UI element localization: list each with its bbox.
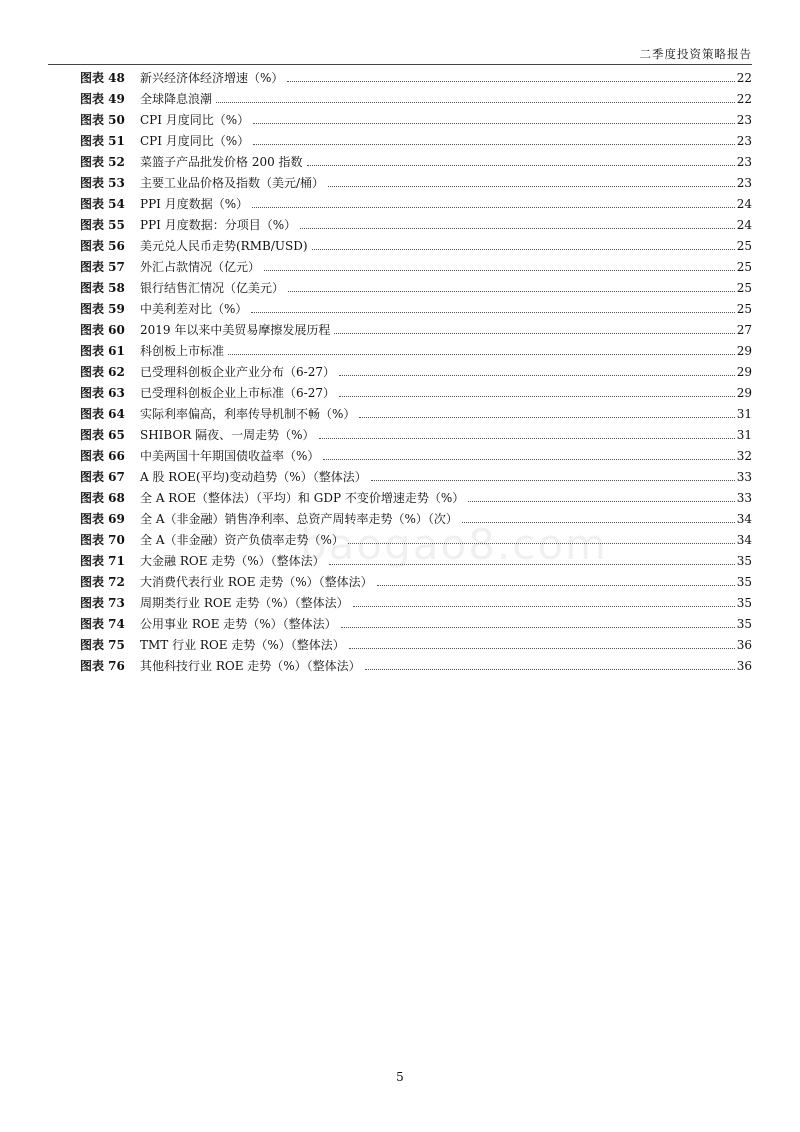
toc-entry-title: 实际利率偏高，利率传导机制不畅（%） (140, 407, 356, 421)
toc-entry[interactable] (80, 256, 752, 277)
toc-entry[interactable] (80, 277, 752, 298)
toc-entry-title: 已受理科创板企业上市标准（6-27） (140, 386, 335, 400)
toc-entry[interactable] (80, 571, 752, 592)
page-number: 5 (396, 1070, 404, 1084)
toc-entry-label: 图表 73 (80, 596, 125, 610)
toc-entry-title: 大金融 ROE 走势（%）（整体法） (140, 554, 325, 568)
toc-entry-title: CPI 月度同比（%） (140, 113, 250, 127)
toc-leader-dots (353, 592, 735, 607)
toc-entry-page: 24 (736, 197, 752, 211)
toc-entry-page: 23 (736, 134, 752, 148)
toc-entry-page: 36 (736, 659, 752, 673)
toc-entry-label: 图表 74 (80, 617, 125, 631)
toc-entry-page: 35 (736, 596, 752, 610)
toc-entry-page: 27 (736, 323, 752, 337)
toc-entry-title: TMT 行业 ROE 走势（%）（整体法） (140, 638, 345, 652)
toc-entry-page: 29 (736, 386, 752, 400)
toc-entry[interactable] (80, 88, 752, 109)
toc-entry[interactable] (80, 67, 752, 88)
toc-entry-page: 34 (736, 512, 752, 526)
toc-entry[interactable] (80, 340, 752, 361)
toc-entry-label: 图表 53 (80, 176, 125, 190)
toc-leader-dots (216, 88, 735, 103)
toc-entry-title: 2019 年以来中美贸易摩擦发展历程 (140, 323, 331, 337)
toc-leader-dots (371, 466, 735, 481)
toc-entry-page: 35 (736, 575, 752, 589)
toc-entry-label: 图表 75 (80, 638, 125, 652)
toc-entry[interactable] (80, 592, 752, 613)
toc-entry[interactable] (80, 403, 752, 424)
toc-entry-title: SHIBOR 隔夜、一周走势（%） (140, 428, 315, 442)
toc-entry-label: 图表 69 (80, 512, 125, 526)
toc-entry-label: 图表 50 (80, 113, 125, 127)
toc-entry-title: PPI 月度数据：分项目（%） (140, 218, 297, 232)
toc-entry[interactable] (80, 130, 752, 151)
toc-entry-title: 全球降息浪潮 (140, 92, 213, 106)
toc-leader-dots (328, 172, 735, 187)
toc-leader-dots (359, 403, 734, 418)
toc-entry[interactable] (80, 214, 752, 235)
toc-leader-dots (365, 655, 735, 670)
toc-entry-title: 全 A ROE（整体法）（平均）和 GDP 不变价增速走势（%） (140, 491, 465, 505)
toc-entry-label: 图表 52 (80, 155, 125, 169)
toc-leader-dots (288, 277, 735, 292)
toc-entry-page: 33 (736, 491, 752, 505)
toc-entry[interactable] (80, 319, 752, 340)
toc-entry-page: 34 (736, 533, 752, 547)
toc-entry-title: CPI 月度同比（%） (140, 134, 250, 148)
toc-leader-dots (323, 445, 734, 460)
toc-leader-dots (300, 214, 735, 229)
toc-entry-title: 主要工业品价格及指数（美元/桶） (140, 176, 325, 190)
toc-entry-label: 图表 71 (80, 554, 125, 568)
toc-entry-page: 25 (736, 281, 752, 295)
toc-entry-label: 图表 57 (80, 260, 125, 274)
toc-leader-dots (312, 235, 735, 250)
toc-entry-page: 35 (736, 554, 752, 568)
toc-leader-dots (253, 109, 735, 124)
toc-entry[interactable] (80, 172, 752, 193)
toc-leader-dots (339, 382, 735, 397)
toc-leader-dots (349, 634, 735, 649)
header-title: 二季度投资策略报告 (639, 47, 752, 61)
toc-entry-page: 25 (736, 260, 752, 274)
toc-entry[interactable] (80, 445, 752, 466)
toc-entry-title: 全 A（非金融）销售净利率、总资产周转率走势（%）（次） (140, 512, 458, 526)
toc-entry-title: 中美利差对比（%） (140, 302, 248, 316)
toc-entry-title: 银行结售汇情况（亿美元） (140, 281, 285, 295)
toc-entry-page: 25 (736, 302, 752, 316)
toc-entry[interactable] (80, 382, 752, 403)
toc-entry-title: 菜篮子产品批发价格 200 指数 (140, 155, 303, 169)
toc-entry-label: 图表 70 (80, 533, 125, 547)
toc-entry[interactable] (80, 151, 752, 172)
toc-entry-label: 图表 56 (80, 239, 125, 253)
toc-entry-page: 35 (736, 617, 752, 631)
toc-entry-page: 32 (736, 449, 752, 463)
toc-entry-title: 大消费代表行业 ROE 走势（%）（整体法） (140, 575, 373, 589)
toc-entry-label: 图表 48 (80, 71, 125, 85)
toc-entry-title: 新兴经济体经济增速（%） (140, 71, 284, 85)
toc-entry-page: 29 (736, 365, 752, 379)
toc-leader-dots (253, 130, 735, 145)
toc-entry-title: 公用事业 ROE 走势（%）（整体法） (140, 617, 337, 631)
toc-entry[interactable] (80, 487, 752, 508)
header-rule (48, 64, 752, 65)
toc-leader-dots (251, 298, 734, 313)
toc-entry-label: 图表 58 (80, 281, 125, 295)
toc-leader-dots (252, 193, 735, 208)
toc-entry-page: 25 (736, 239, 752, 253)
toc-entry-label: 图表 55 (80, 218, 125, 232)
toc-entry[interactable] (80, 613, 752, 634)
toc-entry[interactable] (80, 109, 752, 130)
toc-leader-dots (287, 67, 734, 82)
toc-entry-page: 33 (736, 470, 752, 484)
toc-leader-dots (377, 571, 735, 586)
toc-entry[interactable] (80, 193, 752, 214)
toc-entry-label: 图表 66 (80, 449, 125, 463)
toc-entry-page: 31 (736, 407, 752, 421)
toc-entry-label: 图表 59 (80, 302, 125, 316)
toc-entry-title: PPI 月度数据（%） (140, 197, 249, 211)
toc-entry-title: 中美两国十年期国债收益率（%） (140, 449, 320, 463)
toc-leader-dots (468, 487, 734, 502)
toc-entry-label: 图表 76 (80, 659, 125, 673)
toc-entry-title: 全 A（非金融）资产负债率走势（%） (140, 533, 344, 547)
toc-entry[interactable] (80, 655, 752, 676)
toc-entry-label: 图表 72 (80, 575, 125, 589)
toc-entry-label: 图表 67 (80, 470, 125, 484)
toc-entry-page: 22 (736, 71, 752, 85)
toc-leader-dots (307, 151, 735, 166)
toc-entry-label: 图表 68 (80, 491, 125, 505)
toc-list (80, 67, 752, 676)
toc-entry-label: 图表 64 (80, 407, 125, 421)
watermark: baogao8.com (300, 520, 608, 569)
toc-entry-label: 图表 60 (80, 323, 125, 337)
toc-entry-label: 图表 62 (80, 365, 125, 379)
toc-entry-page: 23 (736, 155, 752, 169)
toc-entry[interactable] (80, 424, 752, 445)
toc-leader-dots (339, 361, 735, 376)
toc-entry-title: 已受理科创板企业产业分布（6-27） (140, 365, 335, 379)
toc-entry-page: 23 (736, 113, 752, 127)
toc-entry[interactable] (80, 634, 752, 655)
toc-entry-label: 图表 65 (80, 428, 125, 442)
toc-entry-title: 外汇占款情况（亿元） (140, 260, 261, 274)
toc-leader-dots (341, 613, 735, 628)
toc-entry-title: 其他科技行业 ROE 走势（%）（整体法） (140, 659, 361, 673)
toc-entry[interactable] (80, 361, 752, 382)
toc-leader-dots (334, 319, 734, 334)
toc-entry-title: 美元兑人民币走势(RMB/USD) (140, 239, 308, 253)
toc-entry-title: A 股 ROE(平均)变动趋势（%）（整体法） (140, 470, 367, 484)
toc-entry-label: 图表 49 (80, 92, 125, 106)
toc-entry-page: 23 (736, 176, 752, 190)
toc-entry[interactable] (80, 235, 752, 256)
toc-entry-page: 22 (736, 92, 752, 106)
toc-entry-page: 29 (736, 344, 752, 358)
toc-leader-dots (319, 424, 735, 439)
toc-entry[interactable] (80, 466, 752, 487)
toc-entry-label: 图表 61 (80, 344, 125, 358)
toc-entry[interactable] (80, 298, 752, 319)
toc-entry-label: 图表 54 (80, 197, 125, 211)
toc-entry-title: 科创板上市标准 (140, 344, 225, 358)
toc-entry-page: 31 (736, 428, 752, 442)
toc-leader-dots (264, 256, 735, 271)
toc-entry-page: 36 (736, 638, 752, 652)
toc-entry-label: 图表 63 (80, 386, 125, 400)
toc-entry-title: 周期类行业 ROE 走势（%）（整体法） (140, 596, 349, 610)
toc-leader-dots (228, 340, 735, 355)
toc-entry-page: 24 (736, 218, 752, 232)
toc-entry-label: 图表 51 (80, 134, 125, 148)
